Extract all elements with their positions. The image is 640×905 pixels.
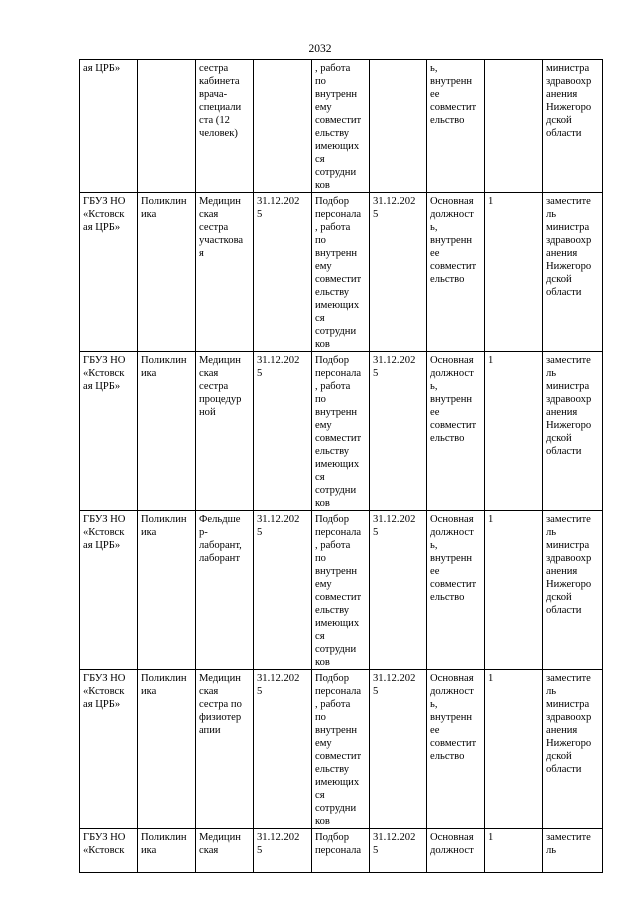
cell-employment-type bbox=[427, 670, 485, 829]
cell-text: Подбор персонала bbox=[315, 832, 362, 856]
cell-department bbox=[138, 193, 196, 352]
cell-text: Подбор персонала , работа по внутренн ему совместит ельству имеющих ся сотрудни ков bbox=[315, 196, 362, 350]
cell-text: ГБУЗ НО «Кстовск bbox=[83, 832, 126, 856]
cell-organization bbox=[80, 352, 138, 511]
cell-department bbox=[138, 829, 196, 873]
cell-text: Основная должност ь, внутренн ее совместит ельство bbox=[430, 196, 477, 285]
cell-text: Поликлин ика bbox=[141, 673, 187, 697]
cell-organization bbox=[80, 829, 138, 873]
cell-deadline-2 bbox=[370, 60, 427, 193]
cell-text: Основная должност bbox=[430, 832, 474, 856]
cell-text: 1 bbox=[488, 832, 494, 843]
cell-deadline bbox=[254, 193, 312, 352]
cell-text: сестра кабинета врача- специали ста (12 человек) bbox=[199, 63, 242, 139]
table-row bbox=[80, 60, 603, 193]
cell-text: Подбор персонала , работа по внутренн ему совместит ельству имеющих ся сотрудни ков bbox=[315, 673, 362, 827]
cell-measure bbox=[312, 193, 370, 352]
cell-text: Основная должност ь, внутренн ее совместит ельство bbox=[430, 355, 477, 444]
cell-text: Фельдше р- лаборант, лаборант bbox=[199, 514, 242, 564]
cell-responsible bbox=[543, 352, 603, 511]
cell-employment-type bbox=[427, 829, 485, 873]
cell-text: ГБУЗ НО «Кстовск ая ЦРБ» bbox=[83, 196, 126, 233]
cell-quantity bbox=[485, 193, 543, 352]
cell-text: ГБУЗ НО «Кстовск ая ЦРБ» bbox=[83, 514, 126, 551]
cell-organization bbox=[80, 511, 138, 670]
cell-text: Подбор персонала , работа по внутренн ему совместит ельству имеющих ся сотрудни ков bbox=[315, 514, 362, 668]
cell-text: 1 bbox=[488, 355, 494, 366]
cell-responsible bbox=[543, 511, 603, 670]
cell-quantity bbox=[485, 352, 543, 511]
cell-text: 31.12.202 5 bbox=[373, 673, 416, 697]
cell-department bbox=[138, 511, 196, 670]
cell-organization bbox=[80, 670, 138, 829]
cell-text: заместите ль министра здравоохр анения Нижегоро дской области bbox=[546, 355, 592, 457]
cell-text: ь, внутренн ее совместит ельство bbox=[430, 63, 477, 126]
cell-organization bbox=[80, 60, 138, 193]
cell-quantity bbox=[485, 829, 543, 873]
cell-quantity bbox=[485, 670, 543, 829]
cell-text: , работа по внутренн ему совместит ельству имеющих ся сотрудни ков bbox=[315, 63, 362, 191]
cell-responsible bbox=[543, 193, 603, 352]
cell-deadline bbox=[254, 352, 312, 511]
cell-deadline-2 bbox=[370, 829, 427, 873]
cell-text: ГБУЗ НО «Кстовск ая ЦРБ» bbox=[83, 355, 126, 392]
cell-text: Поликлин ика bbox=[141, 355, 187, 379]
cell-responsible bbox=[543, 60, 603, 193]
cell-employment-type bbox=[427, 352, 485, 511]
cell-quantity bbox=[485, 60, 543, 193]
cell-text: 1 bbox=[488, 673, 494, 684]
page-number: 2032 bbox=[308, 43, 332, 55]
cell-position bbox=[196, 352, 254, 511]
cell-text: Поликлин ика bbox=[141, 832, 187, 856]
cell-text: 31.12.202 5 bbox=[373, 355, 416, 379]
cell-employment-type bbox=[427, 511, 485, 670]
cell-position bbox=[196, 511, 254, 670]
cell-text: 31.12.202 5 bbox=[257, 355, 300, 379]
cell-text: ая ЦРБ» bbox=[83, 63, 121, 74]
cell-text: Медицин ская сестра процедур ной bbox=[199, 355, 242, 418]
cell-text: Подбор персонала , работа по внутренн ему совместит ельству имеющих ся сотрудни ков bbox=[315, 355, 362, 509]
cell-deadline-2 bbox=[370, 193, 427, 352]
cell-position bbox=[196, 193, 254, 352]
cell-measure bbox=[312, 60, 370, 193]
cell-deadline bbox=[254, 670, 312, 829]
cell-measure bbox=[312, 829, 370, 873]
cell-employment-type bbox=[427, 60, 485, 193]
cell-department bbox=[138, 60, 196, 193]
table-row bbox=[80, 511, 603, 670]
cell-responsible bbox=[543, 829, 603, 873]
cell-text: 31.12.202 5 bbox=[257, 196, 300, 220]
cell-text: Основная должност ь, внутренн ее совместит ельство bbox=[430, 514, 477, 603]
cell-responsible bbox=[543, 670, 603, 829]
cell-organization bbox=[80, 193, 138, 352]
cell-deadline-2 bbox=[370, 670, 427, 829]
cell-text: заместите ль министра здравоохр анения Нижегоро дской области bbox=[546, 514, 592, 616]
cell-text: ГБУЗ НО «Кстовск ая ЦРБ» bbox=[83, 673, 126, 710]
cell-employment-type bbox=[427, 193, 485, 352]
cell-text: заместите ль министра здравоохр анения Нижегоро дской области bbox=[546, 673, 592, 775]
cell-text: Медицин ская bbox=[199, 832, 241, 856]
cell-text: 1 bbox=[488, 196, 494, 207]
cell-text: заместите ль министра здравоохр анения Нижегоро дской области bbox=[546, 196, 592, 298]
cell-text: Поликлин ика bbox=[141, 196, 187, 220]
cell-text: Медицин ская сестра участкова я bbox=[199, 196, 244, 259]
cell-text: 31.12.202 5 bbox=[257, 673, 300, 697]
cell-deadline bbox=[254, 60, 312, 193]
table-row bbox=[80, 193, 603, 352]
cell-position bbox=[196, 670, 254, 829]
cell-text: 31.12.202 5 bbox=[373, 514, 416, 538]
cell-text: министра здравоохр анения Нижегоро дской области bbox=[546, 63, 592, 139]
cell-text: Основная должност ь, внутренн ее совместит ельство bbox=[430, 673, 477, 762]
cell-text: Поликлин ика bbox=[141, 514, 187, 538]
table-row bbox=[80, 829, 603, 873]
cell-text: Медицин ская сестра по физиотер апии bbox=[199, 673, 242, 736]
cell-deadline bbox=[254, 829, 312, 873]
cell-deadline-2 bbox=[370, 511, 427, 670]
cell-measure bbox=[312, 670, 370, 829]
table-row bbox=[80, 670, 603, 829]
cell-text: 31.12.202 5 bbox=[257, 514, 300, 538]
cell-position bbox=[196, 60, 254, 193]
cell-quantity bbox=[485, 511, 543, 670]
cell-text: заместите ль bbox=[546, 832, 591, 856]
cell-measure bbox=[312, 511, 370, 670]
cell-department bbox=[138, 352, 196, 511]
cell-text: 1 bbox=[488, 514, 494, 525]
cell-measure bbox=[312, 352, 370, 511]
cell-deadline-2 bbox=[370, 352, 427, 511]
cell-department bbox=[138, 670, 196, 829]
cell-text: 31.12.202 5 bbox=[257, 832, 300, 856]
cell-position bbox=[196, 829, 254, 873]
document-table bbox=[79, 59, 603, 873]
cell-text: 31.12.202 5 bbox=[373, 196, 416, 220]
cell-deadline bbox=[254, 511, 312, 670]
table-row bbox=[80, 352, 603, 511]
cell-text: 31.12.202 5 bbox=[373, 832, 416, 856]
